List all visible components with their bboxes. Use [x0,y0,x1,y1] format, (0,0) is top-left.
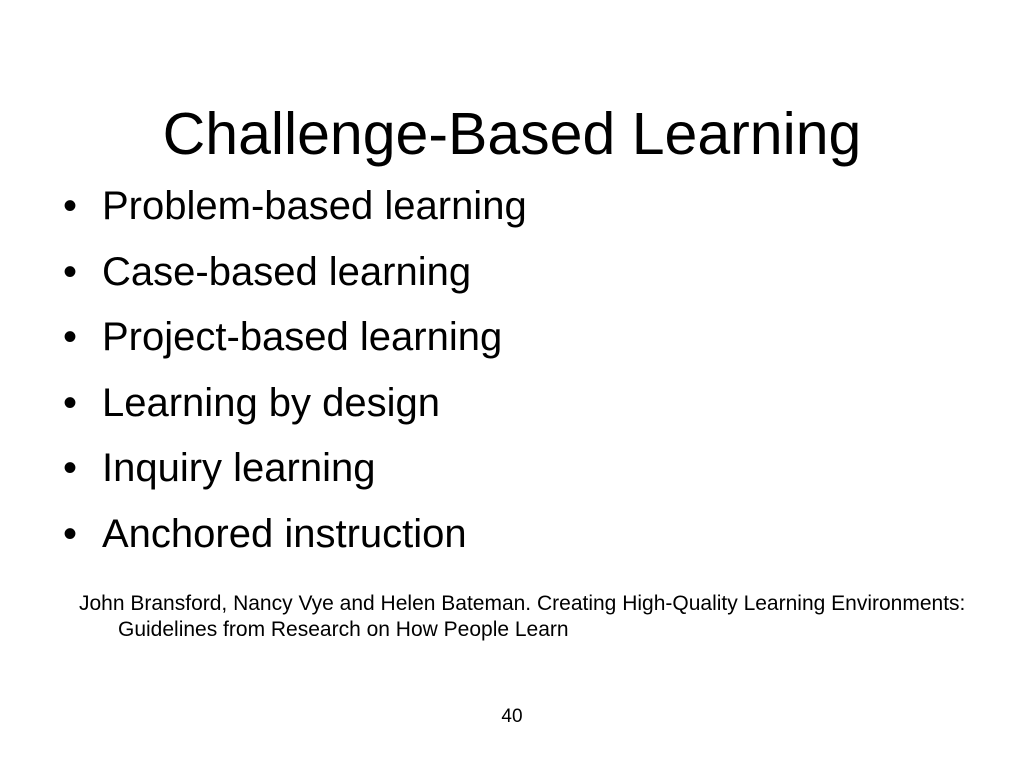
bullet-icon: • [62,446,77,490]
bullet-icon: • [62,249,77,294]
bullet-text: Learning by design [102,380,441,425]
bullet-icon: • [62,315,77,359]
bullet-text: Anchored instruction [102,511,467,556]
bullet-text: Case-based learning [102,249,472,294]
slide-title: Challenge-Based Learning [162,101,862,167]
bullet-icon: • [62,380,77,425]
bullet-text: Project-based learning [102,315,503,359]
page-number: 40 [501,706,523,727]
citation: John Bransford, Nancy Vye and Helen Bateman. Creating High-Quality Learning Environments: Guidelines from Research on How People Learn [79,592,966,641]
bullet-text: Problem-based learning [102,184,527,228]
bullet-icon: • [62,511,77,556]
bullet-text: Inquiry learning [102,446,376,490]
bullet-icon: • [62,184,77,228]
